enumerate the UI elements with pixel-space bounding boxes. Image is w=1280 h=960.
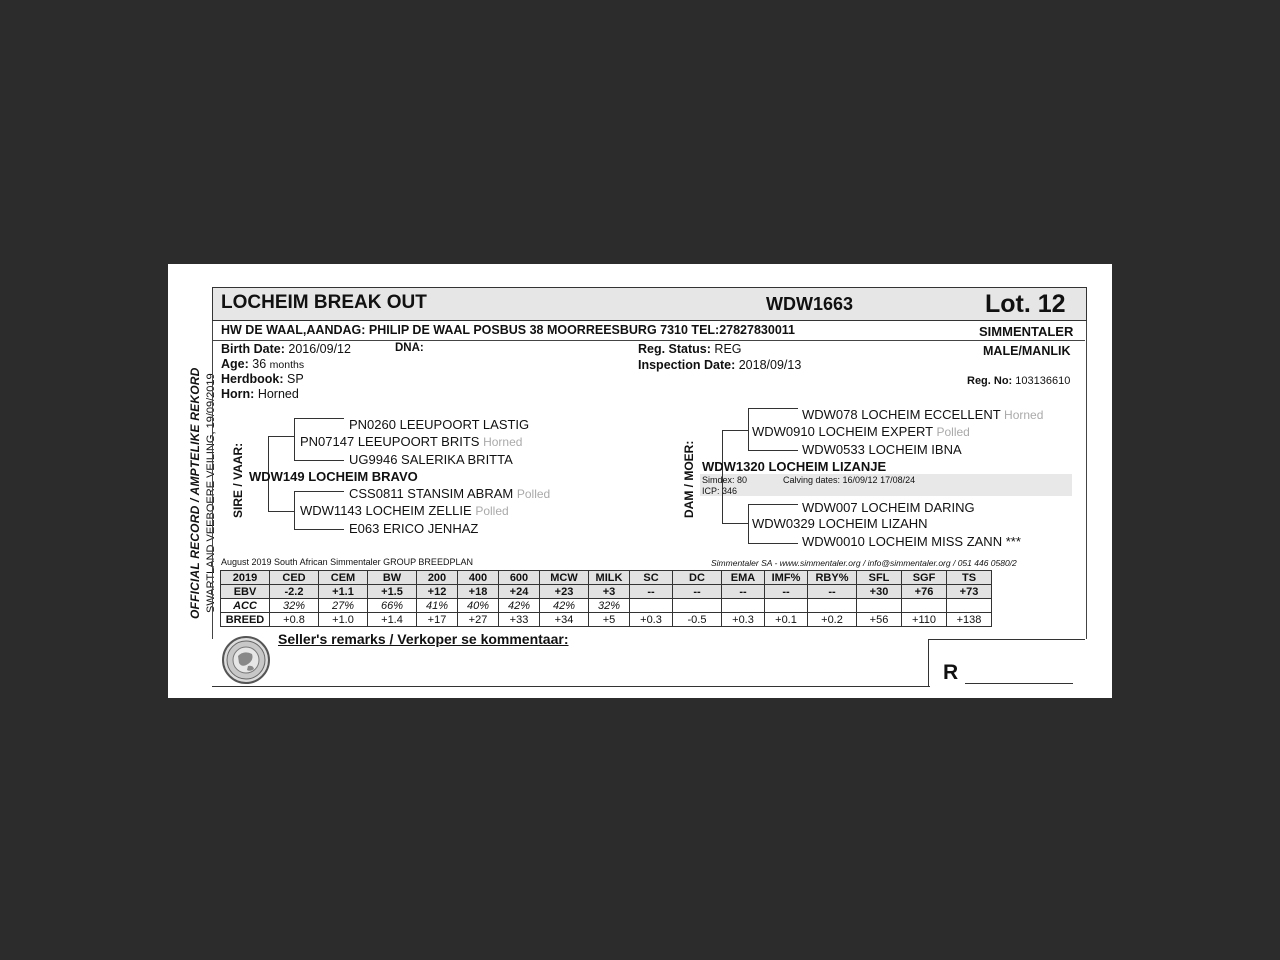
ebv-value-cell: --	[808, 585, 857, 599]
acc-value-cell	[947, 599, 992, 613]
ebv-value-cell: --	[673, 585, 722, 599]
acc-value-cell: 66%	[368, 599, 417, 613]
breed-value-cell: +1.4	[368, 613, 417, 627]
ebv-header-cell: MCW	[540, 571, 589, 585]
birth-date: Birth Date: 2016/09/12	[221, 342, 351, 356]
ebv-header-cell: SC	[630, 571, 673, 585]
horn: Horn: Horned	[221, 387, 299, 401]
breed-value-cell: +0.2	[808, 613, 857, 627]
breed-value-cell: +5	[589, 613, 630, 627]
ebv-header-cell: SGF	[902, 571, 947, 585]
acc-value-cell	[630, 599, 673, 613]
acc-value-cell: 32%	[589, 599, 630, 613]
ebv-value-cell: +12	[417, 585, 458, 599]
headers-row	[221, 571, 992, 585]
acc-value-cell	[765, 599, 808, 613]
ebv-header-cell: CEM	[319, 571, 368, 585]
ebv-header-cell: EMA	[722, 571, 765, 585]
acc-value-cell	[673, 599, 722, 613]
acc-value-cell	[808, 599, 857, 613]
breed-value-cell: +0.3	[630, 613, 673, 627]
breed-value-cell: +0.8	[270, 613, 319, 627]
ebv-value-cell: --	[765, 585, 808, 599]
ebv-value-cell: --	[630, 585, 673, 599]
acc-value-cell	[857, 599, 902, 613]
ebv-value-cell: EBV	[221, 585, 270, 599]
acc-value-cell: 27%	[319, 599, 368, 613]
breed-value-cell: +17	[417, 613, 458, 627]
reg-number: Reg. No: 103136610	[967, 375, 1071, 387]
acc-value-cell: 40%	[458, 599, 499, 613]
animal-name: LOCHEIM BREAK OUT	[221, 292, 427, 313]
price-symbol: R	[943, 661, 959, 684]
ebv-table	[220, 570, 992, 627]
ebv-value-cell: +23	[540, 585, 589, 599]
contact-caption: Simmentaler SA - www.simmentaler.org / info@simmentaler.org / 051 446 0580/2	[711, 558, 1017, 568]
breed-value-cell: -0.5	[673, 613, 722, 627]
price-line[interactable]	[965, 683, 1073, 684]
ebv-header-cell: 400	[458, 571, 499, 585]
ebv-header-cell: MILK	[589, 571, 630, 585]
breed-value-cell: +0.1	[765, 613, 808, 627]
ebv-row	[221, 585, 992, 599]
sire-dam: WDW1143 LOCHEIM ZELLIE Polled	[300, 503, 509, 518]
sire-label: SIRE / VAAR:	[231, 442, 245, 518]
dam-label: DAM / MOER:	[682, 440, 696, 518]
inspection-date: Inspection Date: 2018/09/13	[638, 358, 802, 372]
sire-name: WDW149 LOCHEIM BRAVO	[249, 469, 418, 484]
acc-value-cell: ACC	[221, 599, 270, 613]
breedplan-caption: August 2019 South African Simmentaler GROUP BREEDPLAN	[221, 557, 473, 567]
simmentaler-logo	[222, 636, 270, 684]
ebv-value-cell: -2.2	[270, 585, 319, 599]
dam-simdex: Simdex: 80	[702, 475, 748, 485]
ebv-value-cell: --	[722, 585, 765, 599]
dna-label: DNA:	[395, 342, 424, 354]
ebv-header-cell: BW	[368, 571, 417, 585]
ebv-header-cell: DC	[673, 571, 722, 585]
ebv-value-cell: +76	[902, 585, 947, 599]
sire-sire-sire: PN0260 LEEUPOORT LASTIG	[349, 417, 530, 432]
ebv-value-cell: +24	[499, 585, 540, 599]
sire-sire-dam: UG9946 SALERIKA BRITTA	[349, 452, 513, 467]
acc-value-cell: 32%	[270, 599, 319, 613]
ebv-header-cell: 200	[417, 571, 458, 585]
dam-dam-dam: WDW0010 LOCHEIM MISS ZANN ***	[802, 534, 1021, 549]
ebv-header-cell: 2019	[221, 571, 270, 585]
sire-dam-dam: E063 ERICO JENHAZ	[349, 521, 479, 536]
breed-row	[221, 613, 992, 627]
lot-number: Lot. 12	[985, 290, 1066, 318]
dam-sire-dam: WDW0533 LOCHEIM IBNA	[802, 442, 962, 457]
sex-label: MALE/MANLIK	[983, 344, 1071, 358]
ebv-header-cell: 600	[499, 571, 540, 585]
ebv-value-cell: +1.5	[368, 585, 417, 599]
ebv-value-cell: +73	[947, 585, 992, 599]
acc-value-cell: 42%	[540, 599, 589, 613]
ebv-header-cell: TS	[947, 571, 992, 585]
owner-line: HW DE WAAL,AANDAG: PHILIP DE WAAL POSBUS 38 MOORREESBURG 7310 TEL:27827830011	[221, 323, 795, 337]
breed-value-cell: +56	[857, 613, 902, 627]
breed-value-cell: +138	[947, 613, 992, 627]
sire-dam-sire: CSS0811 STANSIM ABRAM Polled	[349, 486, 551, 501]
breed-value-cell: +34	[540, 613, 589, 627]
reg-status: Reg. Status: REG	[638, 342, 742, 356]
ebv-value-cell: +1.1	[319, 585, 368, 599]
ebv-header-cell: IMF%	[765, 571, 808, 585]
sire-sire: PN07147 LEEUPOORT BRITS Horned	[300, 434, 523, 449]
dam-sire: WDW0910 LOCHEIM EXPERT Polled	[752, 424, 970, 439]
acc-value-cell	[902, 599, 947, 613]
official-record-label: OFFICIAL RECORD / AMPTELIKE REKORD	[188, 367, 202, 619]
ebv-header-cell: SFL	[857, 571, 902, 585]
ebv-value-cell: +30	[857, 585, 902, 599]
breed-value-cell: BREED	[221, 613, 270, 627]
acc-value-cell: 41%	[417, 599, 458, 613]
sellers-remarks-label: Seller's remarks / Verkoper se kommentaar:	[278, 631, 569, 647]
animal-code: WDW1663	[766, 294, 854, 314]
ebv-header-cell: CED	[270, 571, 319, 585]
bottom-border	[212, 686, 930, 687]
acc-value-cell: 42%	[499, 599, 540, 613]
auction-label: SWARTLAND VEEBOERE VEILING, 19/09/2019	[205, 373, 217, 613]
breed-value-cell: +0.3	[722, 613, 765, 627]
age: Age: 36 months	[221, 357, 305, 371]
breed-label: SIMMENTALER	[979, 324, 1074, 339]
breed-value-cell: +110	[902, 613, 947, 627]
dam-dam-sire: WDW007 LOCHEIM DARING	[802, 500, 975, 515]
ebv-header-cell: RBY%	[808, 571, 857, 585]
dam-dam: WDW0329 LOCHEIM LIZAHN	[752, 516, 928, 531]
breed-value-cell: +27	[458, 613, 499, 627]
dam-calving-dates: Calving dates: 16/09/12 17/08/24	[783, 475, 916, 485]
dam-icp: ICP: 346	[702, 486, 738, 496]
breed-value-cell: +33	[499, 613, 540, 627]
ebv-value-cell: +3	[589, 585, 630, 599]
acc-value-cell	[722, 599, 765, 613]
breed-value-cell: +1.0	[319, 613, 368, 627]
dam-name: WDW1320 LOCHEIM LIZANJE	[702, 459, 887, 474]
acc-row	[221, 599, 992, 613]
ebv-value-cell: +18	[458, 585, 499, 599]
dam-sire-sire: WDW078 LOCHEIM ECCELLENT Horned	[802, 407, 1044, 422]
herdbook: Herdbook: SP	[221, 372, 304, 386]
